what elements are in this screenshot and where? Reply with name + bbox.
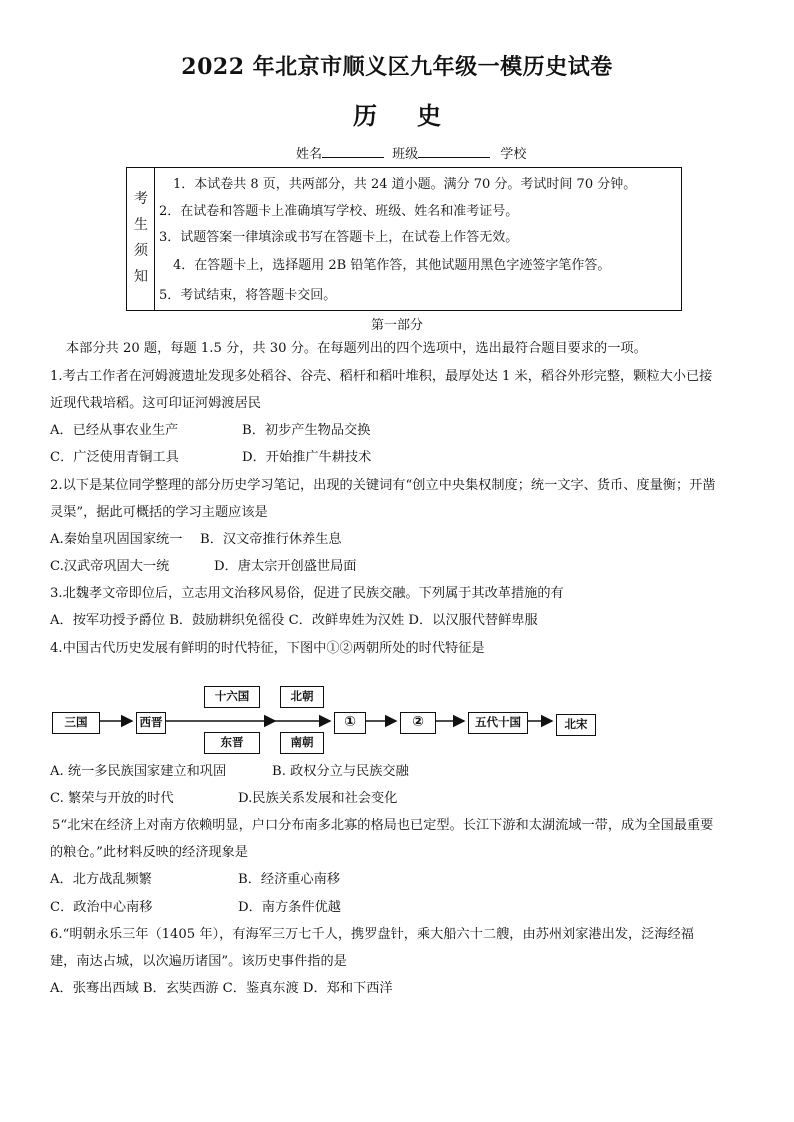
option-a: A．北方战乱频繁 <box>50 872 152 887</box>
option-c: C. 繁荣与开放的时代 <box>50 791 174 806</box>
node-circle-2: ② <box>400 712 436 734</box>
option-d: D.民族关系发展和社会变化 <box>238 791 398 806</box>
school-label: 学校 <box>500 147 527 162</box>
diagram-arrows <box>0 680 794 760</box>
exam-title: 2022 年北京市顺义区九年级一模历史试卷 <box>181 54 613 80</box>
option-a: A．已经从事农业生产 <box>50 423 179 438</box>
node-shiliuguo: 十六国 <box>204 686 260 708</box>
part-title: 第一部分 <box>370 318 423 333</box>
class-label: 班级 <box>392 147 419 162</box>
node-dongjin: 东晋 <box>204 732 260 754</box>
exam-notice-box <box>126 167 682 311</box>
notice-label-char: 知 <box>134 269 148 285</box>
node-circle-1: ① <box>334 712 366 734</box>
node-nanchao: 南朝 <box>280 732 324 754</box>
option-b: B. 政权分立与民族交融 <box>272 764 409 779</box>
option-row: A．按军功授予爵位 B．鼓励耕织免徭役 C．改鲜卑姓为汉姓 D．以汉服代替鲜卑服 <box>50 613 538 628</box>
notice-label-char: 须 <box>134 243 148 259</box>
notice-item: 5．考试结束，将答题卡交回。 <box>159 288 337 303</box>
question-stem: 2.以下是某位同学整理的部分历史学习笔记，出现的关键词有“创立中央集权制度；统一文字、货币、度量衡；开凿 <box>50 478 716 493</box>
option-d: D．南方条件优越 <box>238 900 341 915</box>
name-blank[interactable] <box>322 144 384 158</box>
option-d: D．唐太宗开创盛世局面 <box>214 559 357 574</box>
question-stem: 6.“明朝永乐三年（1405 年），有海军三万七千人，携罗盘针，乘大船六十二艘，由苏州刘家港出发，泛海经福 <box>50 927 694 942</box>
option-c: C.汉武帝巩固大一统 <box>50 559 170 574</box>
node-beichao: 北朝 <box>280 686 324 708</box>
option-a: A. 统一多民族国家建立和巩固 <box>50 764 227 779</box>
notice-item: 1．本试卷共 8 页，共两部分，共 24 道小题。满分 70 分。考试时间 70 分钟。 <box>173 177 637 192</box>
question-stem: 的粮仓。”此材料反映的经济现象是 <box>50 845 248 860</box>
notice-item: 4．在答题卡上，选择题用 2B 铅笔作答，其他试题用黑色字迹签字笔作答。 <box>173 258 611 273</box>
node-xijin: 西晋 <box>136 712 166 734</box>
question-stem: 4.中国古代历史发展有鲜明的时代特征，下图中①②两朝所处的时代特征是 <box>50 641 485 656</box>
option-c: C．广泛使用青铜工具 <box>50 450 179 465</box>
notice-item: 3．试题答案一律填涂或书写在答题卡上，在试卷上作答无效。 <box>159 230 519 245</box>
node-sanguo: 三国 <box>52 712 100 734</box>
question-stem: 3.北魏孝文帝即位后，立志用文治移风易俗，促进了民族交融。下列属于其改革措施的有 <box>50 586 564 601</box>
option-c: C．政治中心南移 <box>50 900 153 915</box>
notice-label-char: 考 <box>134 191 148 207</box>
option-a: A.秦始皇巩固国家统一 <box>50 532 183 547</box>
subject-title: 历史 <box>353 101 481 130</box>
question-stem: 5“北宋在经济上对南方依赖明显，户口分布南多北寡的格局也已定型。长江下游和太湖流域一带，成为全国最重要 <box>52 818 714 833</box>
option-b: B．汉文帝推行休养生息 <box>200 532 342 547</box>
class-blank[interactable] <box>418 144 490 158</box>
part-intro: 本部分共 20 题，每题 1.5 分，共 30 分。在每题列出的四个选项中，选出最符合题目要求的一项。 <box>66 341 647 356</box>
student-info-line <box>296 143 526 162</box>
option-b: B．初步产生物品交换 <box>242 423 371 438</box>
question-stem: 建，南达占城，以次遍历诸国”。该历史事件指的是 <box>50 954 347 969</box>
node-wudai: 五代十国 <box>468 712 528 734</box>
question-stem: 灵渠”，据此可概括的学习主题应该是 <box>50 505 268 520</box>
node-beisong: 北宋 <box>556 714 596 736</box>
notice-label <box>127 168 155 310</box>
notice-item: 2．在试卷和答题卡上准确填写学校、班级、姓名和准考证号。 <box>159 204 519 219</box>
notice-label-char: 生 <box>134 217 148 233</box>
option-b: B．经济重心南移 <box>238 872 341 887</box>
option-row: A．张骞出西域 B．玄奘西游 C．鉴真东渡 D．郑和下西洋 <box>50 981 393 996</box>
name-label: 姓名 <box>296 147 323 162</box>
option-d: D．开始推广牛耕技术 <box>242 450 372 465</box>
question-stem: 近现代栽培稻。这可印证河姆渡居民 <box>50 396 261 411</box>
question-stem: 1.考古工作者在河姆渡遗址发现多处稻谷、谷壳、稻杆和稻叶堆积，最厚处达 1 米，稻谷外形完整，颗粒大小已接 <box>50 369 713 384</box>
